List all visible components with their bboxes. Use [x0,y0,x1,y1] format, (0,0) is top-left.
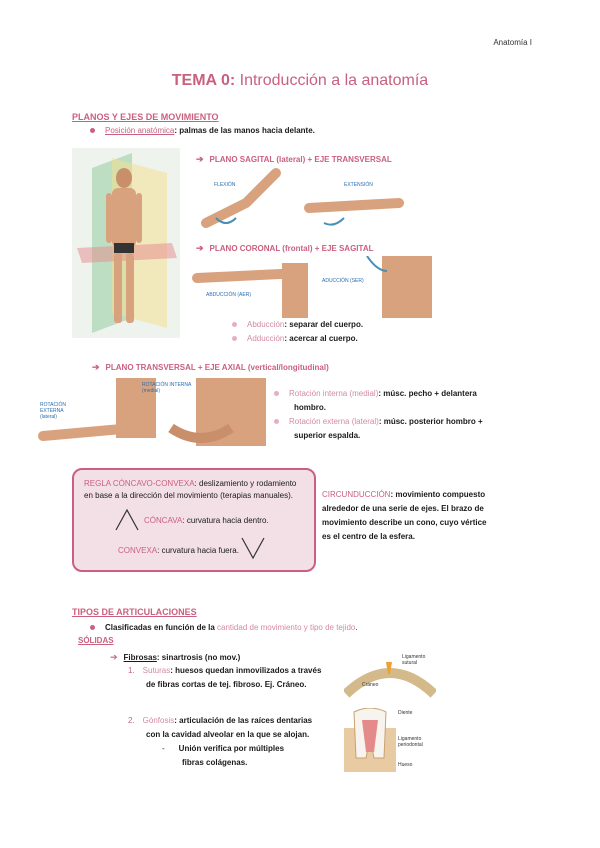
circun-line-2: alrededor de una serie de ejes. El brazo de [322,504,484,513]
suturas-text: : huesos quedan inmovilizados a través [170,666,322,675]
convexa-line [118,544,239,558]
abduccion-image [192,258,308,318]
diente-caption-hueso: Hueso [398,762,413,768]
concava-label: CÓNCAVA [144,516,183,525]
suturas-text2: de fibras cortas de tej. fibroso. Ej. Cráneo. [146,680,307,689]
solidas-heading: SÓLIDAS [78,636,114,645]
rotacion-interna-caption: ROTACIÓN INTERNA (medial) [142,382,192,394]
aduccion-image [322,256,432,318]
concava-text: : curvatura hacia dentro. [182,516,269,525]
arrow-right-icon: ➔ [92,362,100,372]
circun-line-3: movimiento describe un cono, cuyo vértice [322,518,487,527]
sutura-caption-craneo: Cráneo [362,682,379,688]
abduccion-label: Abducción [247,320,285,329]
aduccion-text: : acercar al cuerpo. [284,334,358,343]
suturas-num: 1. [128,666,135,675]
rot-ext-text2: superior espalda. [294,431,361,440]
transversal-heading [92,362,329,373]
arrow-right-icon: ➔ [196,154,204,164]
regla-text [84,478,309,502]
arm-adduction-drawing [322,256,432,318]
rot-ext-label: Rotación externa (lateral) [289,417,379,426]
bullet-icon [274,419,279,424]
extension-image [304,168,404,230]
sutura-image [344,652,436,700]
gonfosis-text2: con la cavidad alveolar en la que se alojan. [146,730,310,739]
aduccion-line [232,332,358,346]
circun-text-1: : movimiento compuesto [390,490,486,499]
union-text: Unión verifica por múltiples [178,744,285,753]
bullet-icon [232,336,237,341]
extension-caption: EXTENSIÓN [344,182,373,188]
aduccion-caption: ADUCCIÓN (SER) [322,278,364,284]
posicion-line [90,124,315,138]
arm-abduction-drawing [192,258,308,318]
flexion-caption: FLEXIÓN [214,182,236,188]
fibrosas-text: : sinartrosis (no mov.) [156,653,241,662]
gonfosis-label: Gónfosis [142,716,175,725]
suturas-line [128,664,321,678]
circun-line-1 [322,488,485,502]
diente-caption-diente: Diente [398,710,413,716]
concave-curve-icon [114,508,140,532]
title-prefix: TEMA 0: [171,72,236,89]
diente-caption-ligamento: Ligamento periodontal [398,736,423,748]
gonfosis-num: 2. [128,716,135,725]
convex-curve-icon [240,536,266,560]
rotacion-externa-image [38,378,156,446]
circun-label: CIRCUNDUCCIÓN [322,490,391,499]
abduccion-line [232,318,363,332]
course-header: Anatomía I [493,38,532,47]
circun-line-4: es el centro de la esfera. [322,532,415,541]
bullet-icon [90,128,95,133]
regla-text2: en base a la dirección del movimiento (terapias manuales). [84,491,293,500]
abduccion-text: : separar del cuerpo. [284,320,364,329]
gonfosis-text: : articulación de las raíces dentarias [174,716,313,725]
concava-line [144,514,269,528]
suturas-label: Suturas [142,666,171,675]
regla-text1: : deslizamiento y rodamiento [194,479,297,488]
bullet-icon [274,391,279,396]
section-heading-planos: PLANOS Y EJES DE MOVIMIENTO [72,112,219,122]
arm-extension-drawing [304,168,404,230]
coronal-heading [196,243,373,254]
aduccion-label: Adducción [247,334,285,343]
sagital-label: PLANO SAGITAL (lateral) + EJE TRANSVERSAL [209,155,392,164]
clasif-line [90,621,358,635]
rot-int-line [274,387,477,401]
clasif-pink: cantidad de movimiento y tipo de tejido [217,623,356,632]
coronal-label: PLANO CORONAL (frontal) + EJE SAGITAL [209,244,374,253]
anatomical-figure-drawing [72,148,180,338]
arm-flexion-drawing [196,168,288,230]
union-dash: - [162,744,165,753]
regla-label: REGLA CÓNCAVO-CONVEXA [84,479,195,488]
rotacion-interna-image [142,378,266,446]
union-text2: fibras colágenas. [182,758,248,767]
union-line [162,742,284,756]
bullet-icon [90,625,95,630]
rot-ext-text: : músc. posterior hombro + [378,417,483,426]
rotacion-externa-caption: ROTACIÓN EXTERNA (lateral) [40,402,67,420]
abduccion-caption: ABDUCCIÓN (AER) [206,292,252,298]
rot-ext-line [274,415,483,429]
page-title [0,72,600,90]
sagital-heading [196,154,392,165]
section-heading-tipos: TIPOS DE ARTICULACIONES [72,607,197,617]
arrow-right-icon: ➔ [110,652,118,662]
clasif-end: . [355,623,358,632]
sutura-caption-ligamento: Ligamento sutural [402,654,426,666]
title-rest: Introducción a la anatomía [235,72,429,89]
rot-int-text2: hombro. [294,403,326,412]
rot-int-label: Rotación interna (medial) [289,389,379,398]
regla-box [72,468,316,572]
diente-image [344,708,428,772]
arrow-right-icon: ➔ [196,243,204,253]
flexion-image [196,168,288,230]
convexa-label: CONVEXA [118,546,158,555]
transversal-label: PLANO TRANSVERSAL + EJE AXIAL (vertical/longitudinal) [105,363,329,372]
posicion-label: Posición anatómica [105,126,175,135]
convexa-text: : curvatura hacia fuera. [157,546,239,555]
clasif-text: Clasificadas en función de la [105,623,218,632]
posicion-text: : palmas de las manos hacia delante. [174,126,315,135]
bullet-icon [232,322,237,327]
fibrosas-label: Fibrosas [123,653,157,662]
anatomical-planes-image [72,148,180,338]
rot-int-text: : músc. pecho + delantera [378,389,477,398]
gonfosis-line [128,714,312,728]
fibrosas-line [110,650,240,665]
